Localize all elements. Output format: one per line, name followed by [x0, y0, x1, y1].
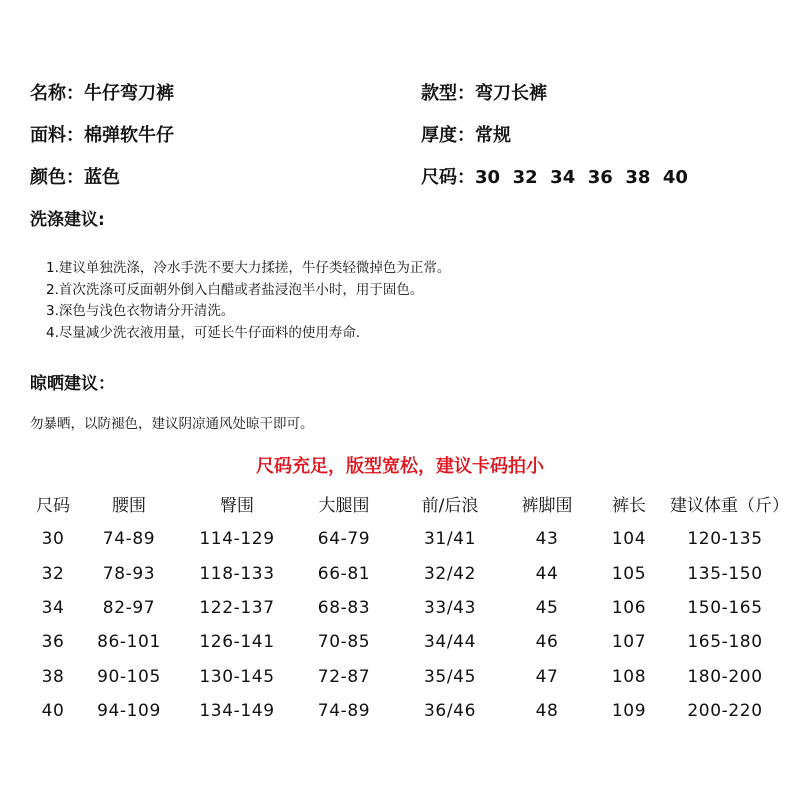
table-cell: 108 [611, 666, 647, 687]
table-row [28, 556, 780, 590]
spec-name: 名称：牛仔弯刀裤 [30, 83, 174, 104]
table-cell: 36/46 [424, 701, 476, 722]
table-cell: 134-149 [199, 701, 275, 722]
table-cell: 120-135 [687, 529, 763, 550]
table-cell: 66-81 [317, 563, 371, 584]
table-cell: 74-89 [317, 701, 371, 722]
table-cell: 36 [41, 632, 65, 653]
washing-title: 洗涤建议: [30, 210, 105, 230]
column-header: 裤长 [612, 496, 646, 516]
table-cell: 135-150 [687, 563, 763, 584]
column-header: 前/后浪 [421, 496, 479, 516]
table-cell: 109 [611, 701, 647, 722]
table-cell: 30 [41, 529, 65, 550]
washing-item: 3.深色与浅色衣物请分开清洗。 [46, 303, 235, 319]
table-cell: 105 [611, 563, 647, 584]
table-cell: 33/43 [424, 597, 476, 618]
table-cell: 64-79 [317, 529, 371, 550]
column-header: 臀围 [220, 496, 254, 516]
table-cell: 126-141 [199, 632, 275, 653]
table-row [28, 591, 780, 625]
table-cell: 122-137 [199, 597, 275, 618]
size-notice: 尺码充足，版型宽松，建议卡码拍小 [256, 456, 544, 477]
drying-title: 晾晒建议： [30, 374, 115, 394]
spec-thickness: 厚度：常规 [421, 125, 511, 146]
table-cell: 70-85 [317, 632, 371, 653]
table-cell: 38 [41, 666, 65, 687]
column-header: 建议体重（斤） [670, 496, 789, 516]
table-cell: 165-180 [687, 632, 763, 653]
table-cell: 82-97 [102, 597, 156, 618]
table-cell: 34 [41, 597, 65, 618]
table-cell: 118-133 [199, 563, 275, 584]
table-cell: 34/44 [424, 632, 476, 653]
washing-list [46, 258, 450, 344]
drying-text: 勿暴晒，以防褪色，建议阴凉通风处晾干即可。 [30, 416, 314, 432]
table-cell: 46 [535, 632, 559, 653]
column-header: 腰围 [112, 496, 146, 516]
spec-color: 颜色：蓝色 [30, 167, 120, 188]
column-header: 裤脚围 [521, 496, 573, 516]
spec-sizes: 尺码：30 32 34 36 38 40 [421, 167, 688, 188]
table-cell: 72-87 [317, 666, 371, 687]
washing-item: 4.尽量减少洗衣液用量，可延长牛仔面料的使用寿命. [46, 324, 361, 341]
table-cell: 47 [535, 666, 559, 687]
table-cell: 48 [535, 701, 559, 722]
table-cell: 32/42 [424, 563, 476, 584]
table-cell: 35/45 [424, 666, 476, 687]
table-cell: 114-129 [199, 529, 275, 550]
spec-style: 款型：弯刀长裤 [421, 83, 547, 104]
table-cell: 44 [535, 563, 559, 584]
table-cell: 94-109 [97, 701, 161, 722]
table-row [28, 694, 780, 728]
table-cell: 40 [41, 701, 65, 722]
table-cell: 130-145 [199, 666, 275, 687]
table-row [28, 660, 780, 694]
table-cell: 106 [611, 597, 647, 618]
table-cell: 74-89 [102, 529, 156, 550]
size-table-header-row [28, 490, 780, 522]
washing-item: 1.建议单独洗涤，冷水手洗不要大力揉搓，牛仔类轻微掉色为正常。 [46, 260, 451, 276]
table-cell: 107 [611, 632, 647, 653]
column-header: 尺码 [36, 496, 70, 516]
column-header: 大腿围 [318, 496, 370, 516]
table-cell: 43 [535, 529, 559, 550]
table-cell: 90-105 [97, 666, 161, 687]
table-row [28, 522, 780, 556]
washing-item: 2.首次洗涤可反面朝外倒入白醋或者盐浸泡半小时，用于固色。 [46, 281, 424, 298]
table-cell: 86-101 [97, 632, 161, 653]
table-cell: 104 [611, 529, 647, 550]
table-cell: 45 [535, 597, 559, 618]
spec-fabric: 面料：棉弹软牛仔 [30, 125, 174, 146]
table-cell: 32 [41, 563, 65, 584]
table-cell: 200-220 [687, 701, 763, 722]
table-row [28, 625, 780, 659]
table-cell: 180-200 [687, 666, 763, 687]
table-cell: 78-93 [102, 563, 156, 584]
size-table [28, 490, 789, 728]
table-cell: 31/41 [424, 529, 476, 550]
table-cell: 150-165 [687, 597, 763, 618]
table-cell: 68-83 [317, 597, 371, 618]
